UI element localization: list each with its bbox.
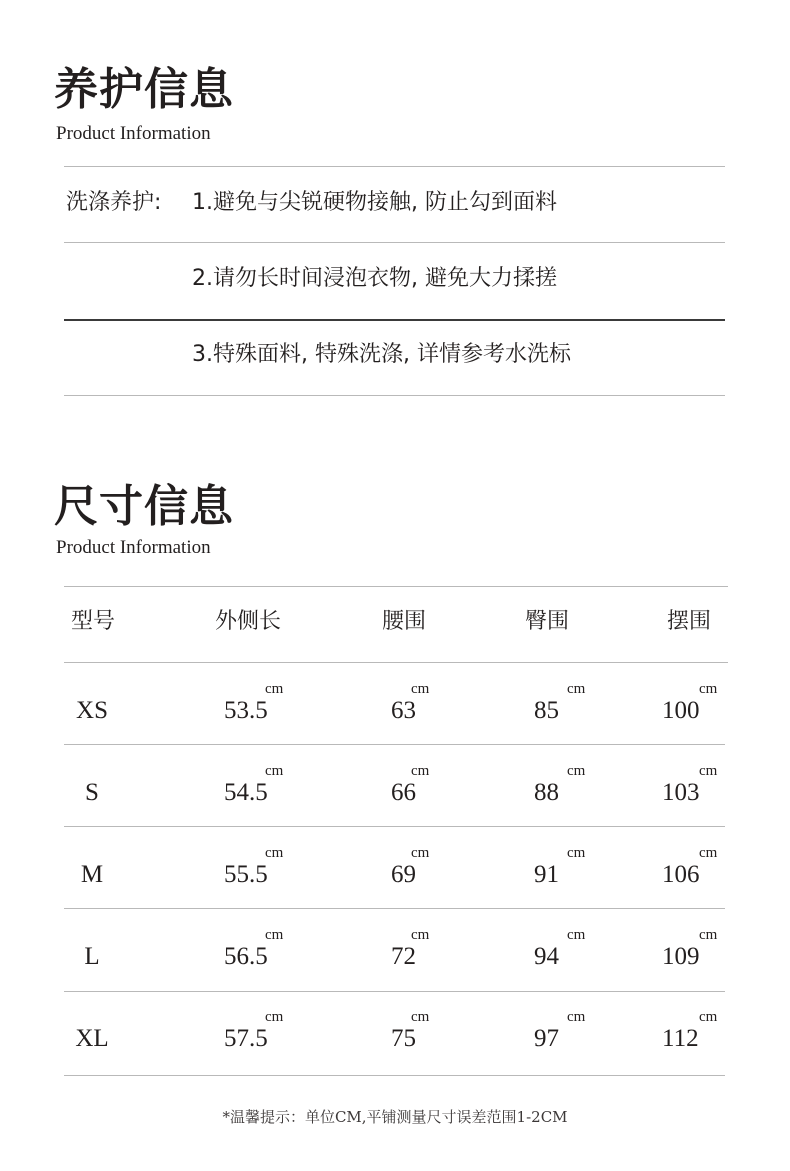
divider xyxy=(64,991,725,992)
header-waist: 腰围 xyxy=(381,609,426,634)
size-label: M xyxy=(80,861,104,888)
value-hem: 100 xyxy=(662,697,700,724)
unit-label: cm xyxy=(411,845,430,861)
care-item-1: 1.避免与尖锐硬物接触, 防止勾到面料 xyxy=(192,190,557,215)
unit-label: cm xyxy=(411,1009,430,1025)
care-subtitle: Product Information xyxy=(56,123,211,144)
size-label: S xyxy=(85,779,99,806)
unit-label: cm xyxy=(265,927,284,943)
unit-label: cm xyxy=(567,845,586,861)
unit-label: cm xyxy=(699,763,718,779)
size-label: XL xyxy=(75,1025,109,1052)
value-hem: 109 xyxy=(662,943,700,970)
divider xyxy=(64,826,725,827)
unit-label: cm xyxy=(265,1009,284,1025)
measurement-note: *温馨提示：单位CM,平铺测量尺寸误差范围1-2CM xyxy=(222,1108,568,1126)
size-label: XS xyxy=(76,697,108,724)
unit-label: cm xyxy=(411,681,430,697)
header-hip: 臀围 xyxy=(524,609,569,634)
header-outer-length: 外侧长 xyxy=(214,609,281,634)
value-outer-length: 57.5 xyxy=(224,1025,268,1052)
value-outer-length: 54.5 xyxy=(224,779,268,806)
unit-label: cm xyxy=(411,927,430,943)
unit-label: cm xyxy=(699,927,718,943)
value-hip: 97 xyxy=(534,1025,559,1052)
unit-label: cm xyxy=(567,763,586,779)
value-hem: 112 xyxy=(662,1025,699,1052)
divider xyxy=(64,662,728,663)
care-item-2: 2.请勿长时间浸泡衣物, 避免大力揉搓 xyxy=(192,266,557,291)
value-outer-length: 55.5 xyxy=(224,861,268,888)
divider xyxy=(64,908,725,909)
care-item-3: 3.特殊面料, 特殊洗涤, 详情参考水洗标 xyxy=(192,342,571,367)
divider xyxy=(64,744,725,745)
divider xyxy=(64,166,725,167)
value-outer-length: 53.5 xyxy=(224,697,268,724)
unit-label: cm xyxy=(699,681,718,697)
unit-label: cm xyxy=(265,681,284,697)
value-waist: 75 xyxy=(391,1025,416,1052)
unit-label: cm xyxy=(567,927,586,943)
unit-label: cm xyxy=(699,845,718,861)
value-waist: 69 xyxy=(391,861,416,888)
value-waist: 72 xyxy=(391,943,416,970)
value-hip: 94 xyxy=(534,943,559,970)
unit-label: cm xyxy=(265,763,284,779)
divider xyxy=(64,242,725,243)
header-hem: 摆围 xyxy=(666,609,711,634)
unit-label: cm xyxy=(411,763,430,779)
divider xyxy=(64,586,728,587)
size-title: 尺寸信息 xyxy=(54,481,234,532)
header-size: 型号 xyxy=(70,609,115,634)
value-hip: 88 xyxy=(534,779,559,806)
unit-label: cm xyxy=(265,845,284,861)
value-hem: 103 xyxy=(662,779,700,806)
divider xyxy=(64,395,725,396)
unit-label: cm xyxy=(699,1009,718,1025)
value-hip: 85 xyxy=(534,697,559,724)
care-title: 养护信息 xyxy=(54,64,234,115)
unit-label: cm xyxy=(567,1009,586,1025)
unit-label: cm xyxy=(567,681,586,697)
care-label: 洗涤养护: xyxy=(66,190,162,215)
value-waist: 66 xyxy=(391,779,416,806)
divider xyxy=(64,1075,725,1076)
size-label: L xyxy=(84,943,100,970)
value-outer-length: 56.5 xyxy=(224,943,268,970)
divider xyxy=(64,319,725,321)
size-subtitle: Product Information xyxy=(56,537,211,558)
value-hem: 106 xyxy=(662,861,700,888)
value-waist: 63 xyxy=(391,697,416,724)
value-hip: 91 xyxy=(534,861,559,888)
